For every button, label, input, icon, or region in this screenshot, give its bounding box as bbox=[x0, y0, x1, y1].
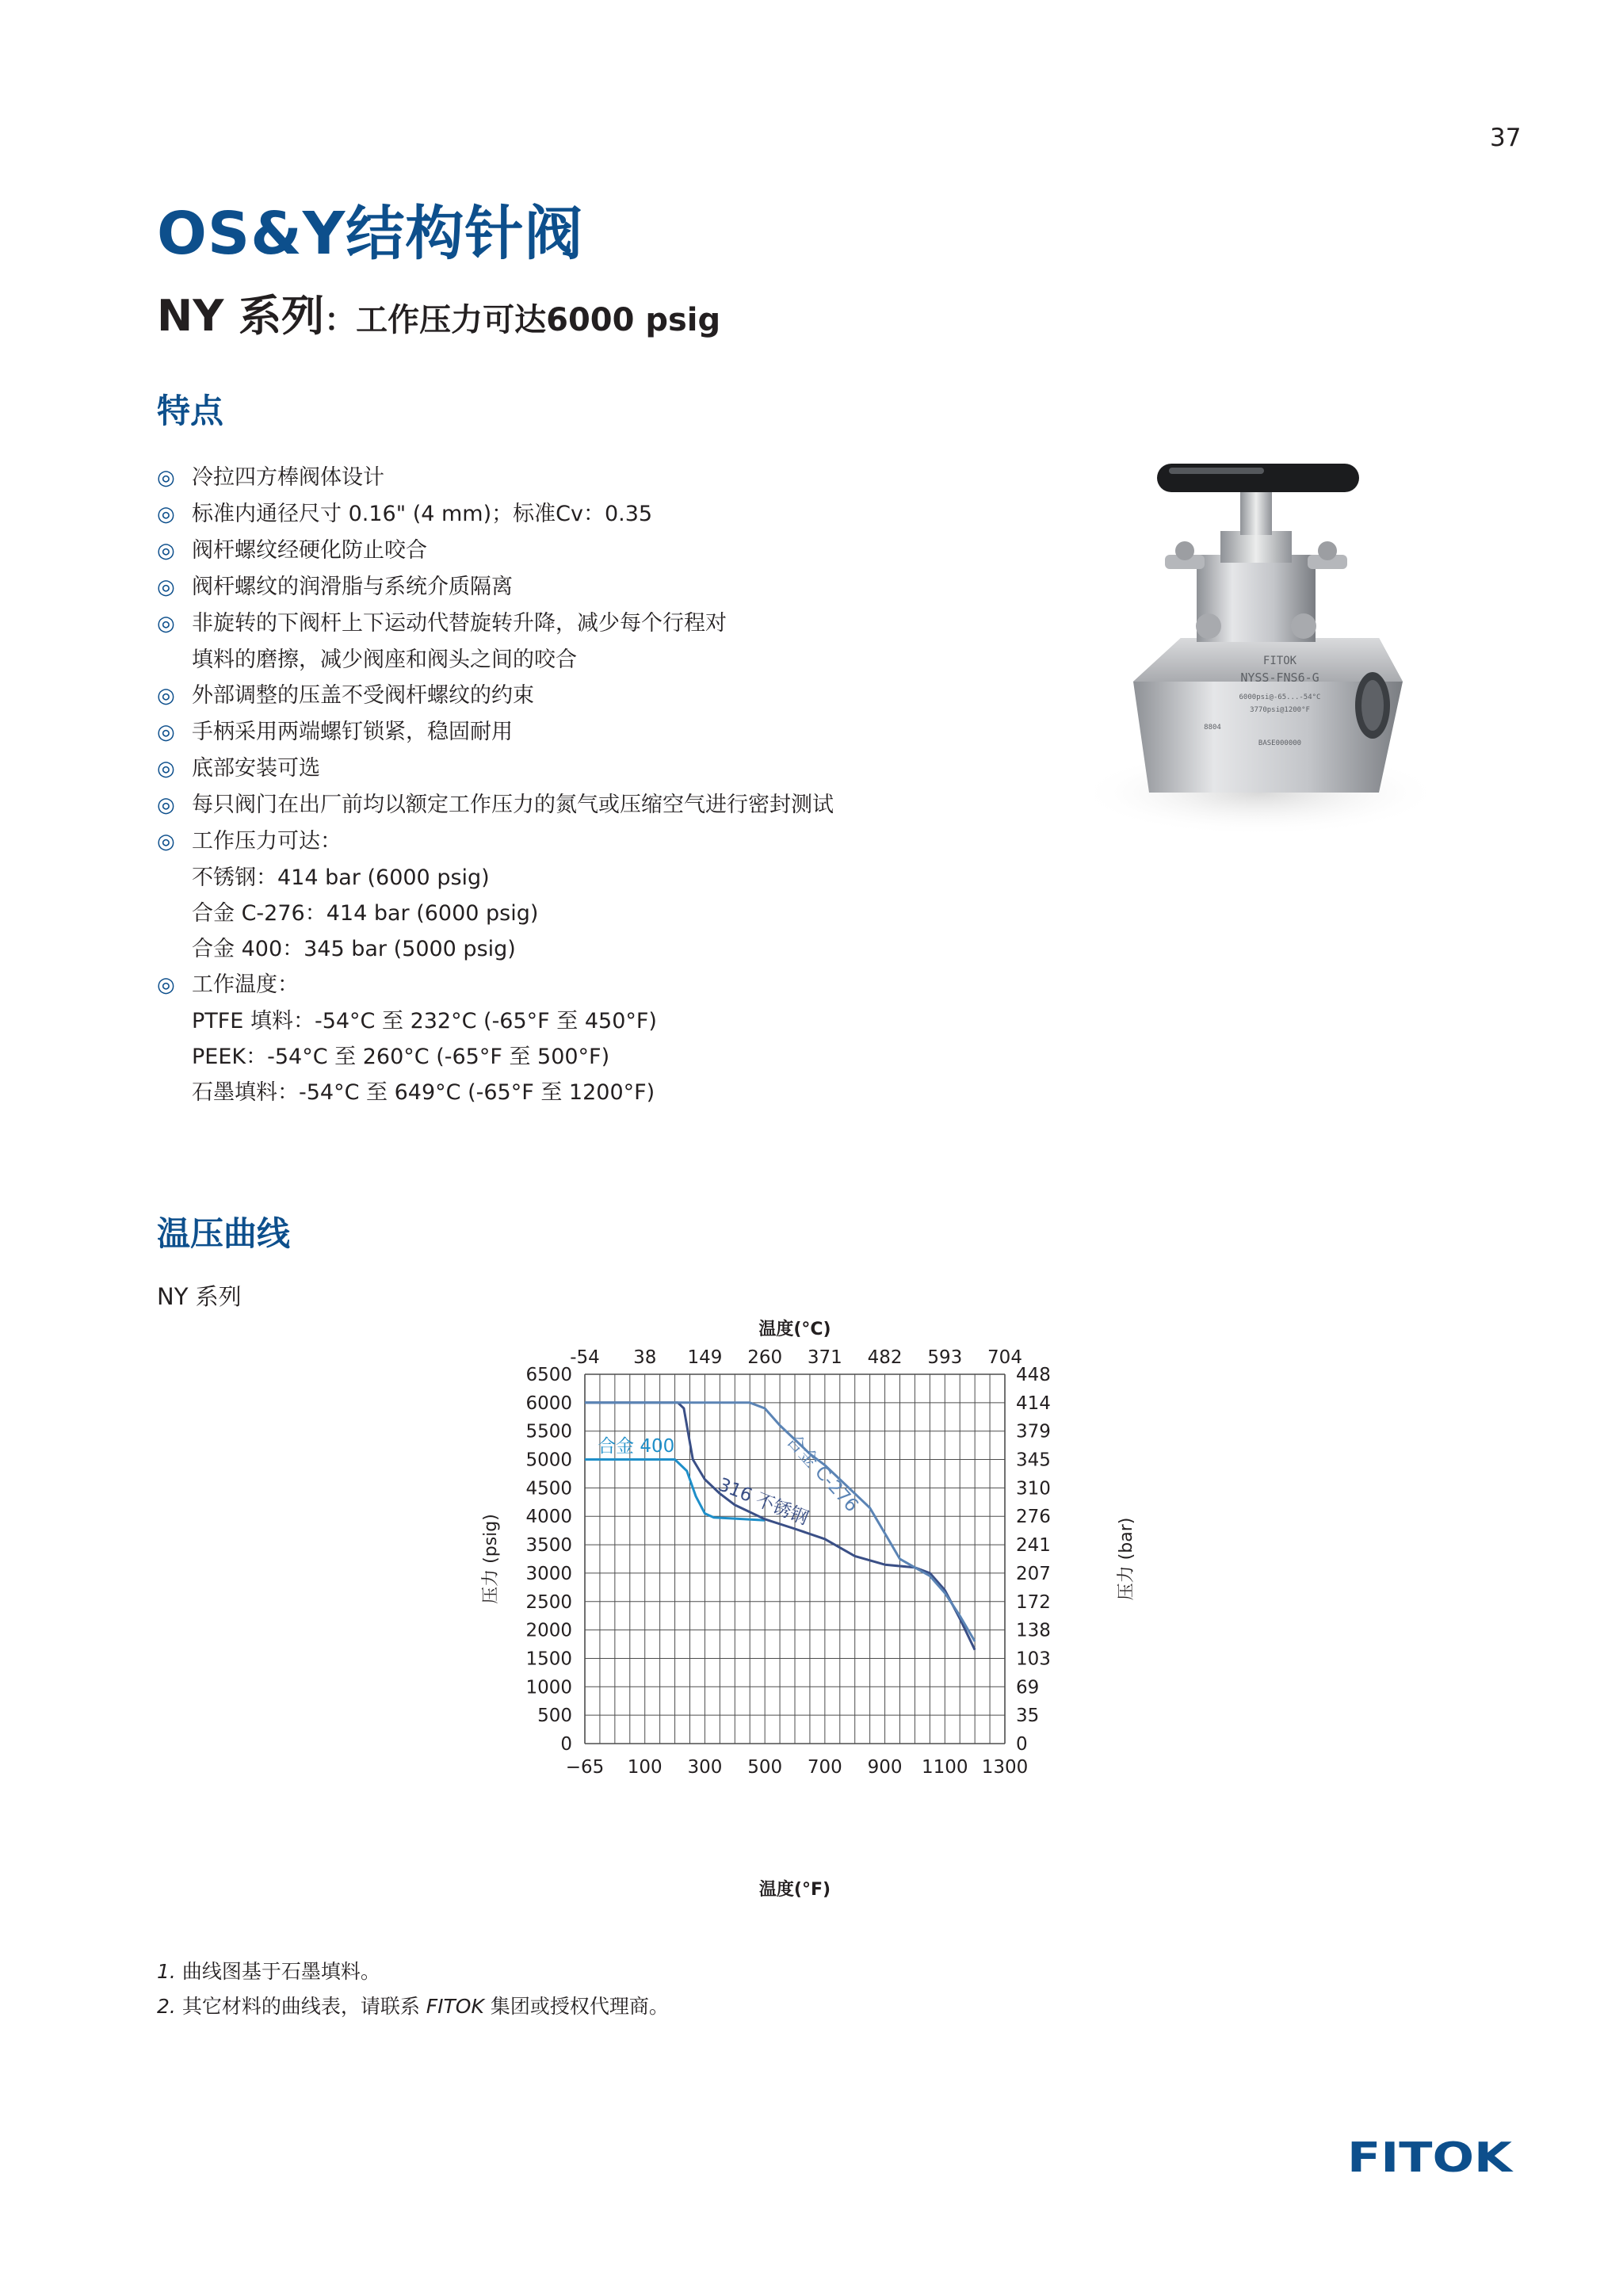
feature-subline: 不锈钢：414 bar (6000 psig) bbox=[192, 865, 490, 890]
bullet-icon: ◎ bbox=[157, 466, 175, 490]
y-tick-left: 500 bbox=[537, 1706, 572, 1727]
pt-curve-heading: 温压曲线 bbox=[157, 1214, 291, 1253]
x-tick-bottom: 500 bbox=[747, 1757, 783, 1778]
footnote bbox=[157, 1989, 669, 2024]
x-tick-top: 704 bbox=[987, 1347, 1022, 1368]
feature-item bbox=[157, 533, 834, 569]
pt-chart bbox=[444, 1308, 1157, 1934]
bullet-icon: ◎ bbox=[157, 793, 175, 817]
x-tick-bottom: 900 bbox=[867, 1757, 903, 1778]
x-tick-top: 371 bbox=[807, 1347, 842, 1368]
x-axis-title-bottom: 温度(°F) bbox=[758, 1880, 831, 1900]
bullet-icon: ◎ bbox=[157, 684, 175, 708]
y-tick-right: 310 bbox=[1016, 1478, 1051, 1499]
feature-text: 冷拉四方棒阀体设计 bbox=[192, 465, 384, 490]
x-tick-top: 260 bbox=[747, 1347, 783, 1368]
x-tick-bottom: 100 bbox=[627, 1757, 663, 1778]
footnote-text: 其它材料的曲线表，请联系 bbox=[181, 1995, 426, 2018]
page-title: OS&Y结构针阀 bbox=[157, 200, 584, 268]
feature-item bbox=[157, 823, 834, 860]
feature-subline: PEEK：-54°C 至 260°C (-65°F 至 500°F) bbox=[192, 1045, 610, 1069]
marking-line-6: BASE000000 bbox=[1258, 739, 1302, 747]
chart-caption: NY 系列 bbox=[157, 1283, 242, 1310]
x-tick-top: 38 bbox=[633, 1347, 657, 1368]
feature-item bbox=[157, 460, 834, 496]
bullet-icon: ◎ bbox=[157, 612, 175, 636]
series-label-c276: 合金 C-276 bbox=[782, 1431, 862, 1516]
brand-name: FITOK bbox=[1347, 2134, 1514, 2179]
feature-text: 阀杆螺纹经硬化防止咬合 bbox=[192, 538, 427, 563]
bullet-icon: ◎ bbox=[157, 973, 175, 997]
y-tick-right: 138 bbox=[1016, 1620, 1051, 1641]
y-tick-right: 414 bbox=[1016, 1392, 1051, 1414]
y-tick-right: 0 bbox=[1016, 1734, 1028, 1755]
y-tick-left: 4500 bbox=[525, 1478, 572, 1499]
marking-line-3: 6000psi@-65...-54°C bbox=[1239, 693, 1321, 701]
x-tick-top: 593 bbox=[927, 1347, 963, 1368]
marking-line-4: 3770psi@1200°F bbox=[1250, 706, 1310, 714]
bullet-icon: ◎ bbox=[157, 502, 175, 526]
y-tick-left: 3500 bbox=[525, 1535, 572, 1557]
feature-item bbox=[157, 751, 834, 787]
feature-item bbox=[157, 967, 834, 1003]
feature-text: 工作压力可达： bbox=[192, 829, 342, 854]
feature-item bbox=[157, 606, 834, 642]
feature-item bbox=[157, 496, 834, 533]
y-axis-title-right: 压力 (bar) bbox=[1117, 1517, 1136, 1601]
y-tick-right: 207 bbox=[1016, 1563, 1051, 1584]
x-tick-bottom: 1300 bbox=[981, 1757, 1029, 1778]
y-tick-right: 172 bbox=[1016, 1591, 1051, 1613]
y-tick-left: 4000 bbox=[525, 1507, 572, 1528]
feature-subline: 石墨填料：-54°C 至 649°C (-65°F 至 1200°F) bbox=[192, 1080, 655, 1105]
feature-subline: 填料的磨擦，减少阀座和阀头之间的咬合 bbox=[192, 648, 577, 672]
features-list bbox=[157, 460, 834, 1110]
y-tick-right: 35 bbox=[1016, 1706, 1040, 1727]
bullet-icon: ◎ bbox=[157, 575, 175, 599]
feature-subline: 合金 400：345 bar (5000 psig) bbox=[192, 937, 516, 961]
product-image bbox=[1062, 444, 1442, 840]
y-tick-left: 1500 bbox=[525, 1648, 572, 1670]
bullet-icon: ◎ bbox=[157, 830, 175, 854]
feature-item bbox=[157, 787, 834, 823]
footnote-number: 2. bbox=[157, 1995, 176, 2018]
feature-item bbox=[157, 714, 834, 751]
feature-text: 阀杆螺纹的润滑脂与系统介质隔离 bbox=[192, 575, 513, 599]
x-tick-bottom: 300 bbox=[687, 1757, 723, 1778]
feature-text: 每只阀门在出厂前均以额定工作压力的氮气或压缩空气进行密封测试 bbox=[192, 793, 834, 817]
footnote bbox=[157, 1954, 669, 1989]
marking-line-1: FITOK bbox=[1262, 655, 1297, 667]
feature-text: 底部安装可选 bbox=[192, 756, 320, 781]
y-tick-left: 0 bbox=[560, 1734, 572, 1755]
footnote-brand: FITOK bbox=[426, 1995, 484, 2018]
y-tick-right: 241 bbox=[1016, 1535, 1051, 1557]
y-tick-left: 2000 bbox=[525, 1620, 572, 1641]
y-tick-left: 5000 bbox=[525, 1450, 572, 1471]
features-heading: 特点 bbox=[157, 392, 224, 430]
footnote-number: 1. bbox=[157, 1960, 176, 1983]
series-label-316ss: 316 不锈钢 bbox=[715, 1474, 812, 1530]
y-tick-left: 6000 bbox=[525, 1392, 572, 1414]
y-tick-left: 2500 bbox=[525, 1591, 572, 1613]
footnotes bbox=[157, 1954, 669, 2024]
y-tick-right: 448 bbox=[1016, 1365, 1051, 1385]
feature-text: 外部调整的压盖不受阀杆螺纹的约束 bbox=[192, 683, 534, 708]
y-tick-left: 6500 bbox=[525, 1365, 572, 1385]
footnote-text: 曲线图基于石墨填料。 bbox=[181, 1960, 380, 1983]
y-tick-right: 379 bbox=[1016, 1421, 1051, 1442]
fitok-logo bbox=[1347, 2132, 1514, 2179]
x-tick-top: 149 bbox=[687, 1347, 723, 1368]
bullet-icon: ◎ bbox=[157, 720, 175, 744]
footnote-text: 集团或授权代理商。 bbox=[483, 1995, 669, 2018]
x-tick-bottom: −65 bbox=[565, 1757, 605, 1778]
y-tick-right: 69 bbox=[1016, 1677, 1040, 1698]
marking-line-5: 8804 bbox=[1204, 724, 1221, 732]
x-tick-bottom: 1100 bbox=[922, 1757, 968, 1778]
series-label-alloy400: 合金 400 bbox=[598, 1436, 675, 1457]
y-tick-left: 1000 bbox=[525, 1677, 572, 1698]
feature-text: 非旋转的下阀杆上下运动代替旋转升降，减少每个行程对 bbox=[192, 611, 727, 636]
y-axis-title-left: 压力 (psig) bbox=[481, 1514, 501, 1604]
subtitle-separator: ： bbox=[324, 302, 357, 338]
x-tick-top: -54 bbox=[570, 1347, 600, 1368]
feature-text: 手柄采用两端螺钉锁紧，稳固耐用 bbox=[192, 720, 513, 744]
x-axis-title-top: 温度(°C) bbox=[758, 1320, 831, 1339]
feature-subline: PTFE 填料：-54°C 至 232°C (-65°F 至 450°F) bbox=[192, 1009, 657, 1033]
page-number: 37 bbox=[1490, 124, 1522, 152]
feature-item bbox=[157, 678, 834, 714]
x-tick-top: 482 bbox=[867, 1347, 903, 1368]
feature-item bbox=[157, 569, 834, 606]
y-tick-right: 345 bbox=[1016, 1450, 1051, 1471]
bullet-icon: ◎ bbox=[157, 757, 175, 781]
marking-line-2: NYSS-FNS6-G bbox=[1240, 670, 1319, 685]
bullet-icon: ◎ bbox=[157, 539, 175, 563]
x-tick-bottom: 700 bbox=[807, 1757, 842, 1778]
y-tick-left: 3000 bbox=[525, 1563, 572, 1584]
y-tick-right: 103 bbox=[1016, 1648, 1051, 1670]
series-name: NY 系列 bbox=[157, 291, 325, 341]
y-tick-left: 5500 bbox=[525, 1421, 572, 1442]
subtitle-description: 工作压力可达6000 psig bbox=[356, 302, 721, 338]
y-tick-right: 276 bbox=[1016, 1507, 1051, 1528]
page-subtitle bbox=[157, 282, 720, 343]
feature-text: 工作温度： bbox=[192, 972, 299, 997]
feature-subline: 合金 C-276：414 bar (6000 psig) bbox=[192, 901, 539, 926]
feature-text: 标准内通径尺寸 0.16" (4 mm)；标准Cv：0.35 bbox=[192, 502, 653, 526]
